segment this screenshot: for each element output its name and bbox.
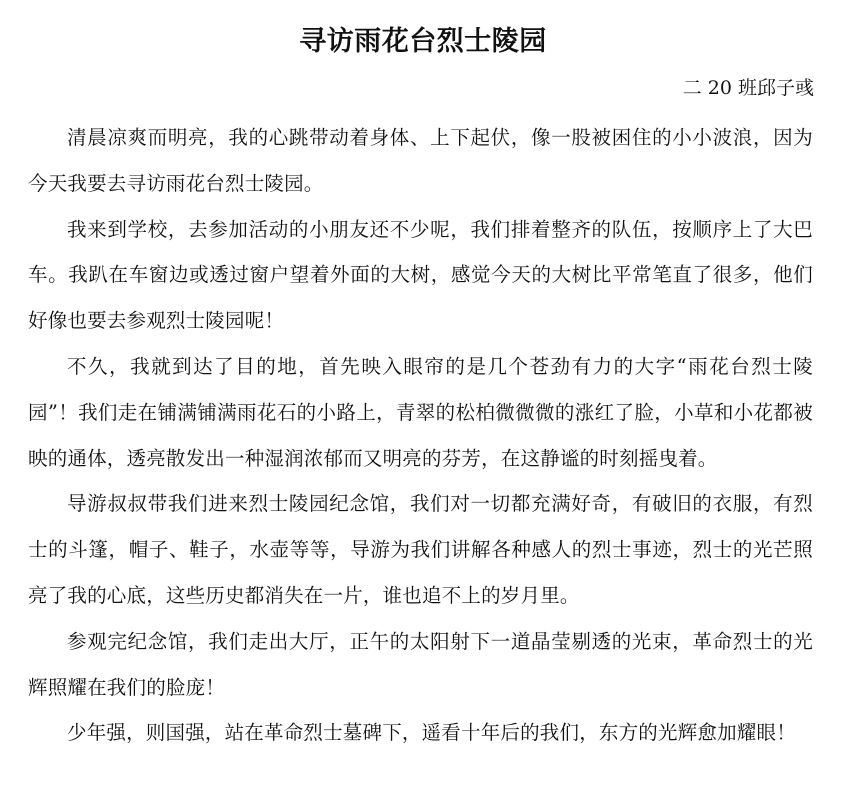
paragraph: 不久，我就到达了目的地，首先映入眼帘的是几个苍劲有力的大字“雨花台烈士陵园”！我们走在铺满铺满雨花石的小路上，青翠的松柏微微微的涨红了脸，小草和小花都被映的通体，透亮散发出一种湿润浓郁而又明亮的芬芳，在这静谧的时刻摇曳着。	[28, 354, 813, 470]
paragraph: 少年强，则国强，站在革命烈士墓碑下，遥看十年后的我们，东方的光辉愈加耀眼！	[67, 721, 796, 745]
author-line: 二 20 班邱子彧	[682, 77, 814, 99]
document-body	[28, 115, 813, 756]
paragraph: 参观完纪念馆，我们走出大厅，正午的太阳射下一道晶莹剔透的光束，革命烈士的光辉照耀在我们的脸庞！	[28, 629, 813, 699]
paragraph: 我来到学校，去参加活动的小朋友还不少呢，我们排着整齐的队伍，按顺序上了大巴车。我趴在车窗边或透过窗户望着外面的大树，感觉今天的大树比平常笔直了很多，他们好像也要去参观烈士陵园呢！	[28, 217, 813, 333]
document-title: 寻访雨花台烈士陵园	[299, 26, 547, 57]
paragraph: 清晨凉爽而明亮，我的心跳带动着身体、上下起伏，像一股被困住的小小波浪，因为今天我要去寻访雨花台烈士陵园。	[28, 126, 813, 195]
paragraph: 导游叔叔带我们进来烈士陵园纪念馆，我们对一切都充满好奇，有破旧的衣服，有烈士的斗篷，帽子、鞋子，水壶等等，导游为我们讲解各种感人的烈士事迹，烈士的光芒照亮了我的心底，这些历史都消失在一片，谁也追不上的岁月里。	[28, 492, 813, 607]
